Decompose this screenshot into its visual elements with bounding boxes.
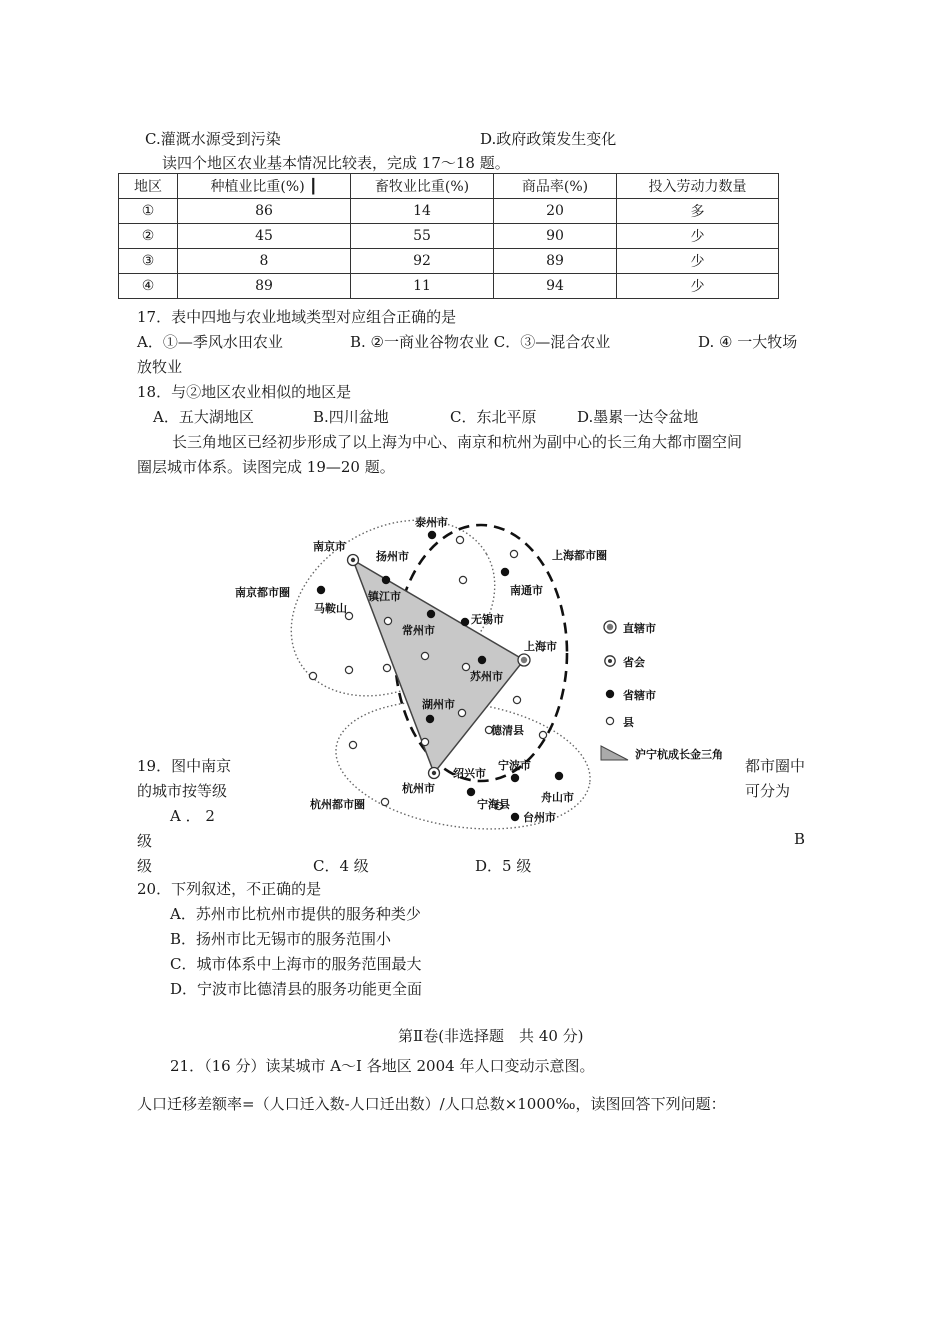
q17-option-d: D. ④ 一大牧场 xyxy=(698,333,798,351)
table-cell: 少 xyxy=(617,274,779,299)
legend-municipality-label: 直辖市 xyxy=(623,622,656,635)
table-header: 商品率(%) xyxy=(494,174,617,199)
yangtze-delta-map xyxy=(225,490,825,835)
table-header: 投入劳动力数量 xyxy=(617,174,779,199)
table-cell: 45 xyxy=(178,224,351,249)
agriculture-table xyxy=(118,173,779,299)
q20-option-b: B．扬州市比无锡市的服务范围小 xyxy=(170,930,392,948)
q19-option-b-ji: 级 xyxy=(137,857,153,875)
q17-option-d-cont: 放牧业 xyxy=(137,358,183,376)
q20-option-c: C．城市体系中上海市的服务范围最大 xyxy=(170,955,422,973)
q19-option-a-ji: 级 xyxy=(137,832,153,850)
label-ningbo: 宁波市 xyxy=(498,759,531,772)
legend-triangle-icon xyxy=(601,746,628,760)
q18-option-b: B.四川盆地 xyxy=(313,408,389,426)
table-cell: 20 xyxy=(494,199,617,224)
q18-option-d: D.墨累一达令盆地 xyxy=(577,408,699,426)
q20-option-d: D．宁波市比德清县的服务功能更全面 xyxy=(170,980,423,998)
q19-option-a: A ． 2 xyxy=(170,807,215,825)
q19-right-line2: 可分为 xyxy=(745,782,791,800)
label-deqing: 德清县 xyxy=(491,724,524,737)
legend-county-label: 县 xyxy=(623,716,634,729)
label-shaoxing: 绍兴市 xyxy=(453,767,486,780)
table-cell: 89 xyxy=(178,274,351,299)
q18-stem: 18．与②地区农业相似的地区是 xyxy=(137,383,352,401)
table-cell: 94 xyxy=(494,274,617,299)
label-nanjing-metro: 南京都市圈 xyxy=(235,586,290,599)
q19-option-d: D．5 级 xyxy=(475,857,532,875)
label-hangzhou: 杭州市 xyxy=(402,782,435,795)
label-changzhou: 常州市 xyxy=(402,624,435,637)
label-shanghai-metro: 上海都市圈 xyxy=(552,549,607,562)
section-2-title: 第Ⅱ卷(非选择题 共 40 分) xyxy=(398,1027,584,1045)
shanghai-marker-inner xyxy=(521,657,527,663)
table-cell: 多 xyxy=(617,199,779,224)
table-cell: 55 xyxy=(351,224,494,249)
label-zhenjiang: 镇江市 xyxy=(368,590,401,603)
label-wuxi: 无锡市 xyxy=(471,613,504,626)
q21-formula: 人口迁移差额率=（人口迁入数-人口迁出数）/人口总数×1000‰，读图回答下列问题： xyxy=(137,1095,726,1113)
table-cell: 89 xyxy=(494,249,617,274)
intro-19-20-line1: 长三角地区已经初步形成了以上海为中心、南京和杭州为副中心的长三角大都市圈空间 xyxy=(172,433,743,451)
legend-municipality-icon-inner xyxy=(607,624,613,630)
table-row xyxy=(119,199,779,224)
label-shanghai: 上海市 xyxy=(524,640,557,653)
intro-19-20-line2: 圈层城市体系。读图完成 19—20 题。 xyxy=(137,458,395,476)
q18-option-c: C．东北平原 xyxy=(450,408,537,426)
q16-option-c: C.灌溉水源受到污染 xyxy=(145,130,281,148)
q17-option-b-c: B. ②一商业谷物农业 C．③—混合农业 xyxy=(350,333,611,351)
q19-left-line1: 19．图中南京 xyxy=(137,757,232,775)
q21-stem: 21．（16 分）读某城市 A～I 各地区 2004 年人口变动示意图。 xyxy=(170,1057,595,1075)
label-nanjing: 南京市 xyxy=(313,540,346,553)
label-suzhou: 苏州市 xyxy=(470,670,503,683)
label-yangzhou: 扬州市 xyxy=(376,550,409,563)
label-hangzhou-metro: 杭州都市圈 xyxy=(310,798,365,811)
hangzhou-marker-inner xyxy=(432,771,436,775)
q17-option-a: A．①—季风水田农业 xyxy=(137,333,283,351)
table-cell: ① xyxy=(119,199,178,224)
table-header: 种植业比重(%) ┃ xyxy=(178,174,351,199)
q19-left-line2: 的城市按等级 xyxy=(137,782,228,800)
q17-stem: 17．表中四地与农业地域类型对应组合正确的是 xyxy=(137,308,457,326)
table-row xyxy=(119,274,779,299)
q18-option-a: A．五大湖地区 xyxy=(153,408,254,426)
table-cell: 92 xyxy=(351,249,494,274)
label-zhoushan: 舟山市 xyxy=(541,791,574,804)
label-nantong: 南通市 xyxy=(510,584,543,597)
label-huzhou: 湖州市 xyxy=(422,698,455,711)
q19-option-b: B xyxy=(794,830,806,848)
q19-option-c: C．4 级 xyxy=(313,857,369,875)
q19-right-line1: 都市圈中 xyxy=(745,757,806,775)
intro-17-18: 读四个地区农业基本情况比较表，完成 17～18 题。 xyxy=(162,154,510,172)
table-cell: 86 xyxy=(178,199,351,224)
table-row xyxy=(119,249,779,274)
q16-option-d: D.政府政策发生变化 xyxy=(480,130,617,148)
table-cell: 少 xyxy=(617,249,779,274)
label-maanshan: 马鞍山 xyxy=(314,602,347,615)
table-header: 畜牧业比重(%) xyxy=(351,174,494,199)
label-taizhou: 泰州市 xyxy=(415,516,448,529)
table-cell: ④ xyxy=(119,274,178,299)
table-cell: 8 xyxy=(178,249,351,274)
table-cell: 14 xyxy=(351,199,494,224)
legend-county-icon xyxy=(606,717,613,724)
table-cell: ② xyxy=(119,224,178,249)
q20-stem: 20．下列叙述，不正确的是 xyxy=(137,880,322,898)
table-header: 地区 xyxy=(119,174,178,199)
table-header-row xyxy=(119,174,779,199)
legend-prefecture-icon xyxy=(606,690,614,698)
table-cell: 少 xyxy=(617,224,779,249)
nanjing-marker-inner xyxy=(351,558,355,562)
table-cell: ③ xyxy=(119,249,178,274)
label-ninghai: 宁海县 xyxy=(477,798,510,811)
legend-capital-label: 省会 xyxy=(623,656,645,669)
q20-option-a: A．苏州市比杭州市提供的服务种类少 xyxy=(170,905,421,923)
table-cell: 11 xyxy=(351,274,494,299)
legend-triangle-label: 沪宁杭成长金三角 xyxy=(635,748,723,761)
table-cell: 90 xyxy=(494,224,617,249)
legend-prefecture-label: 省辖市 xyxy=(623,689,656,702)
table-row xyxy=(119,224,779,249)
label-taizhou2: 台州市 xyxy=(523,811,556,824)
legend-capital-icon-inner xyxy=(608,659,612,663)
